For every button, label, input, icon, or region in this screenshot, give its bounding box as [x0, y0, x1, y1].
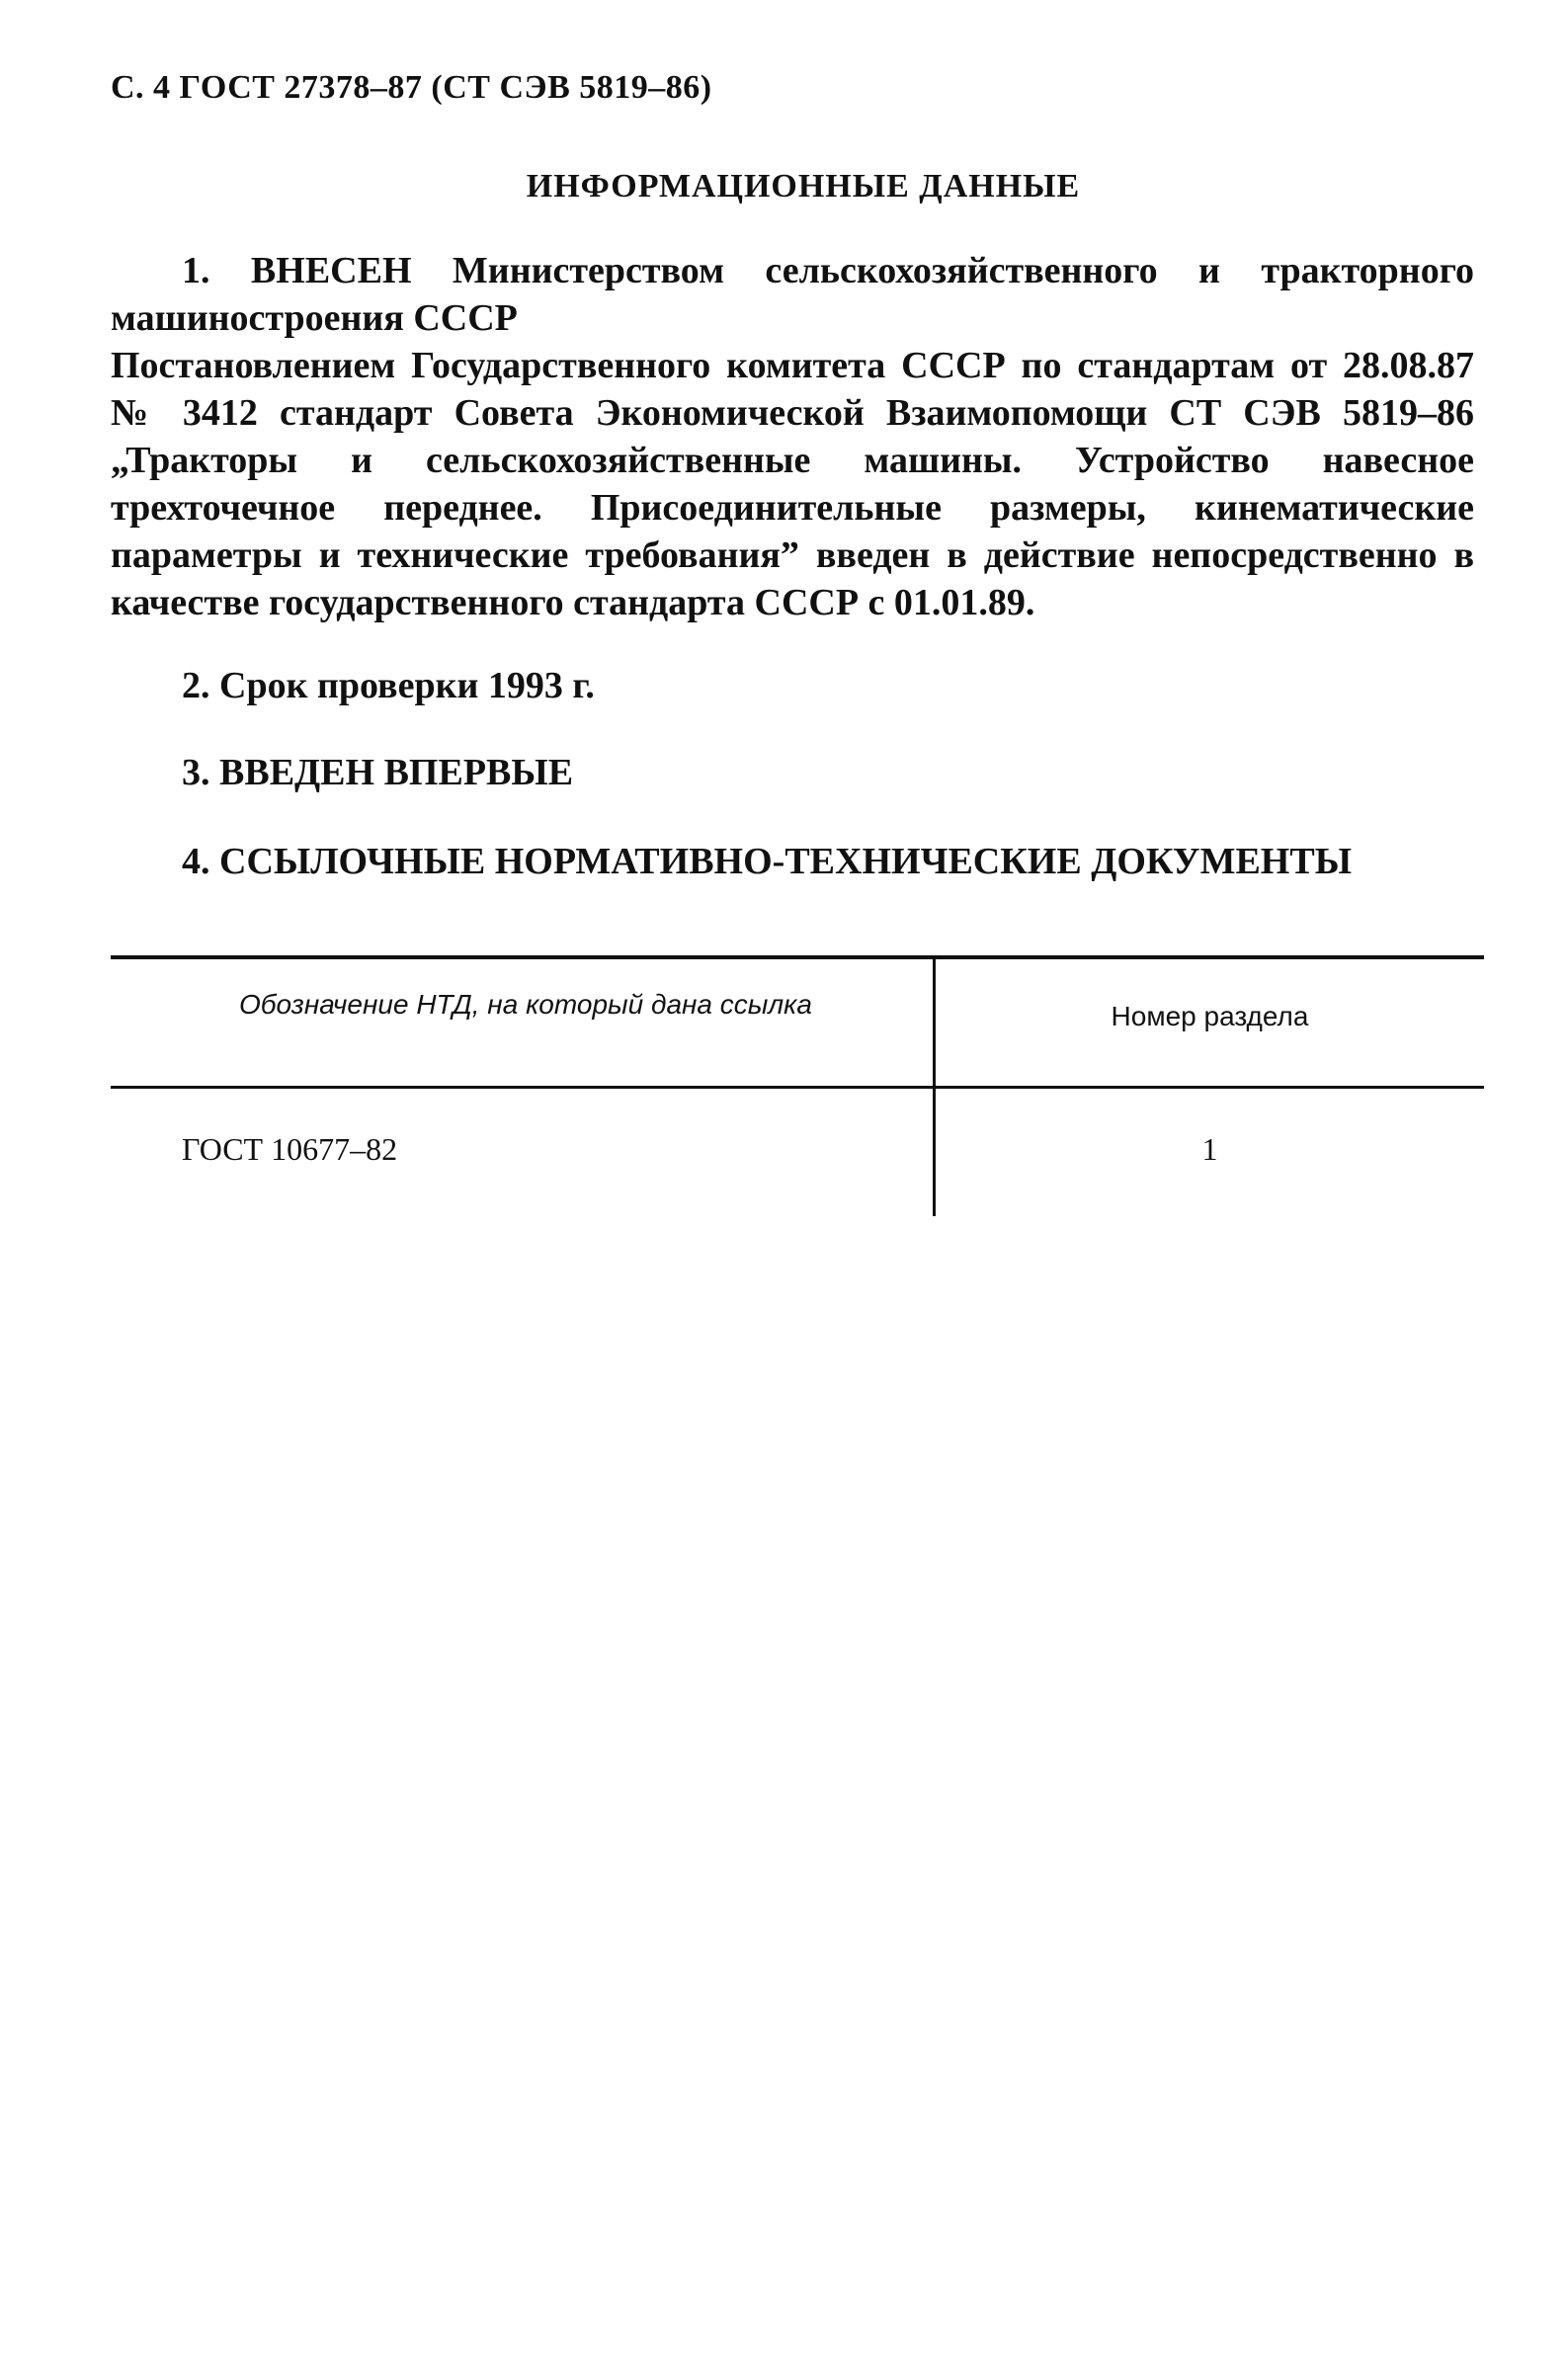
table-top-rule — [111, 955, 1484, 959]
section-title: ИНФОРМАЦИОННЫЕ ДАННЫЕ — [526, 168, 1081, 205]
item-4-reference-docs-heading: 4. ССЫЛОЧНЫЕ НОРМАТИВНО-ТЕХНИЧЕСКИЕ ДОКУМЕНТЫ — [182, 841, 1353, 882]
table-column-divider — [933, 955, 936, 1216]
table-header-section-number: Номер раздела — [1111, 1001, 1309, 1031]
item-1-resolution-text: Постановлением Государственного комитета СССР по стандартам от 28.08.87 № 3412 стандарт Совета Экономической Взаимопомощи СТ СЭВ 5819–86 „Тракторы и сельскохозяйственные машины. Устройство навесное трехточечное переднее. Присоединительные размеры, кинематические параметры и технические требования” введен в действие непосредственно в качестве государственного стандарта СССР с 01.01.89. — [111, 345, 1474, 623]
table-cell-designation: ГОСТ 10677–82 — [182, 1131, 398, 1167]
item-3-introduced-first: 3. ВВЕДЕН ВПЕРВЫЕ — [182, 752, 574, 793]
item-2-review-period: 2. Срок проверки 1993 г. — [182, 665, 595, 706]
running-head: С. 4 ГОСТ 27378–87 (СТ СЭВ 5819–86) — [111, 69, 712, 106]
table-header-designation: Обозначение НТД, на который дана ссылка — [239, 989, 812, 1020]
reference-documents-table — [111, 955, 1484, 1216]
table-header-rule — [111, 1086, 1484, 1089]
item-1-introduced-by: 1. ВНЕСЕН Министерством сельскохозяйственного и тракторного машиностроения СССР — [111, 250, 1474, 339]
table-cell-section-number: 1 — [1201, 1131, 1218, 1167]
